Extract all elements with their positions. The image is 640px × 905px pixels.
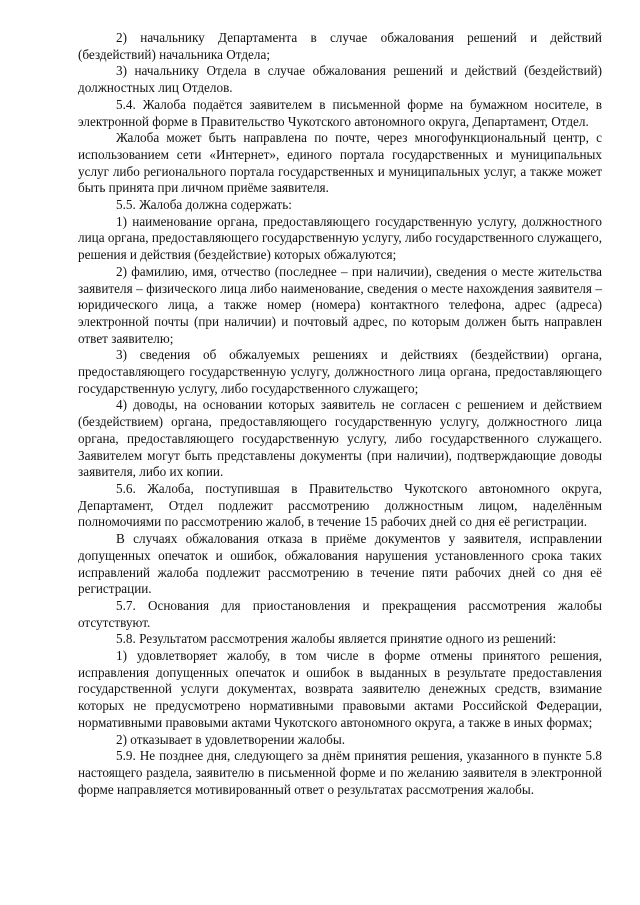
paragraph-5-5-item-1: 1) наименование органа, предоставляющего государственную услугу, должностного лица органа, предоставляющего государственную услугу, либо государственного служащего, решения и действия (бездействие) которых обжалуются; <box>78 213 602 263</box>
paragraph-5-8-item-2: 2) отказывает в удовлетворении жалобы. <box>116 731 346 747</box>
paragraph-5-5-item-2: 2) фамилию, имя, отчество (последнее – при наличии), сведения о месте жительства заявителя – физического лица либо наименование, сведения о месте нахождения заявителя – юридического лица, а также номер (номера) контактного телефона, адрес (адреса) электронной почты (при наличии) и почтовый адрес, по которым должен быть направлен ответ заявителю; <box>78 263 602 346</box>
paragraph-item-3-office-head: 3) начальнику Отдела в случае обжалования решений и действий (бездействий) должностных лиц Отделов. <box>78 63 602 96</box>
paragraph-5-7: 5.7. Основания для приостановления и прекращения рассмотрения жалобы отсутствуют. <box>78 597 602 630</box>
paragraph-5-8: 5.8. Результатом рассмотрения жалобы является принятие одного из решений: <box>116 631 557 647</box>
paragraph-5-6: 5.6. Жалоба, поступившая в Правительство Чукотского автономного округа, Департамент, Отдел подлежит рассмотрению должностным лицом, наделённым полномочиями по рассмотрению жалоб, в течение 15 рабочих дней со дня её регистрации. <box>78 480 602 530</box>
paragraph-5-4: 5.4. Жалоба подаётся заявителем в письменной форме на бумажном носителе, в электронной форме в Правительство Чукотского автономного округа, Департамент, Отдел. <box>78 96 602 129</box>
paragraph-5-6-refusal: В случаях обжалования отказа в приёме документов у заявителя, исправлении допущенных опечаток и ошибок, обжалования нарушения установленного срока таких исправлений жалоба подлежит рассмотрению в течение пяти рабочих дней со дня её регистрации. <box>78 531 602 597</box>
paragraph-5-5-item-4: 4) доводы, на основании которых заявитель не согласен с решением и действием (бездействием) органа, предоставляющего государственную услугу, должностного лица органа, предоставляющего государственную услугу, либо государственного служащего. Заявителем могут быть представлены документы (при наличии), подтверждающие доводы заявителя, либо их копии. <box>78 397 602 480</box>
document-page <box>78 30 602 798</box>
paragraph-5-5: 5.5. Жалоба должна содержать: <box>116 197 292 213</box>
paragraph-5-8-item-1: 1) удовлетворяет жалобу, в том числе в форме отмены принятого решения, исправления допущенных опечаток и ошибок в выданных в результате предоставления государственной услуги документах, возврата заявителю денежных средств, взимание которых не предусмотрено нормативными правовыми актами Российской Федерации, нормативными правовыми актами Чукотского автономного округа, а также в иных формах; <box>78 648 602 730</box>
paragraph-5-5-item-3: 3) сведения об обжалуемых решениях и действиях (бездействии) органа, предоставляющего государственную услугу, должностного лица органа, предоставляющего государственную услугу, либо государственного служащего; <box>78 347 602 396</box>
paragraph-complaint-channels: Жалоба может быть направлена по почте, через многофункциональный центр, с использованием сети «Интернет», единого портала государственных и муниципальных услуг либо регионального портала государственных и муниципальных услуг, а также может быть принята при личном приёме заявителя. <box>78 130 602 196</box>
paragraph-item-2-department-head: 2) начальнику Департамента в случае обжалования решений и действий (бездействий) начальника Отдела; <box>78 30 602 62</box>
paragraph-5-9: 5.9. Не позднее дня, следующего за днём принятия решения, указанного в пункте 5.8 настоящего раздела, заявителю в письменной форме и по желанию заявителя в электронной форме направляется мотивированный ответ о результатах рассмотрения жалобы. <box>78 748 602 797</box>
